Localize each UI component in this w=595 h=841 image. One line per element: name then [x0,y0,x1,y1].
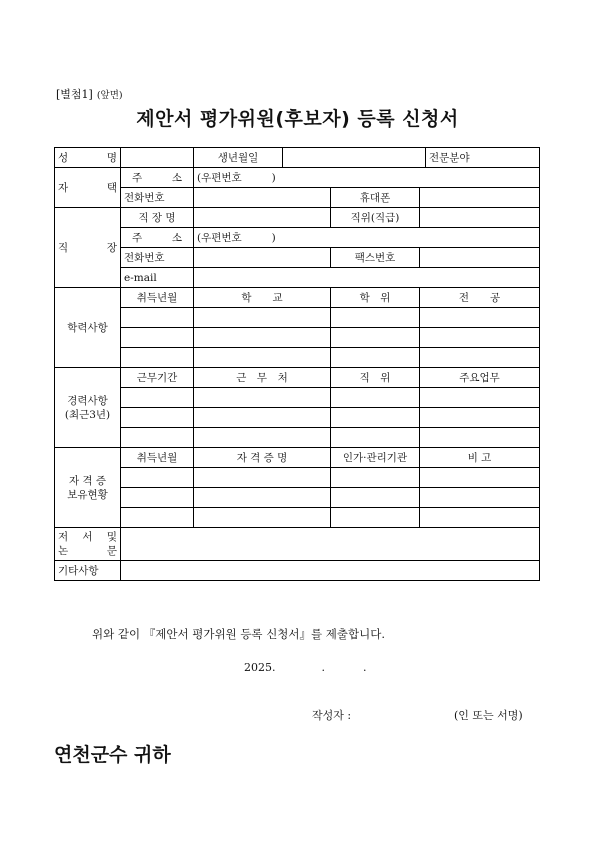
table-row [55,488,540,508]
form-title: 제안서 평가위원(후보자) 등록 신청서 [136,108,459,130]
attachment-label [56,86,123,102]
career-header-row [55,368,540,388]
submission-date [244,661,367,674]
email-label: e-mail [121,268,194,288]
other-label: 기타사항 [55,561,121,581]
home-address-label: 주 소 [121,168,194,188]
table-row [55,428,540,448]
date-dot-day: . [363,661,367,674]
name-label: 성 명 [55,148,121,168]
career-header-duties: 주요업무 [420,368,540,388]
workplace-value[interactable] [194,208,331,228]
birth-value[interactable] [283,148,426,168]
career-label: 경력사항 (최근3년) [55,368,121,448]
registration-form-table [54,147,540,581]
field-label: 전문분야 [429,151,470,164]
license-label: 자 격 증 보유현황 [55,448,121,528]
home-address-value[interactable] [194,168,540,188]
addressee: 연천군수 귀하 [54,744,171,766]
publications-row [55,528,540,561]
table-row [55,408,540,428]
name-value[interactable] [121,148,194,168]
front-side-label: (앞면) [96,90,123,101]
work-label: 직 장 [55,208,121,288]
work-phone-label: 전화번호 [121,248,194,268]
workplace-label: 직 장 명 [121,208,194,228]
license-header-date: 취득년월 [121,448,194,468]
work-phone-row [55,248,540,268]
license-header-name: 자 격 증 명 [194,448,331,468]
license-header-note: 비 고 [420,448,540,468]
table-row [55,388,540,408]
table-row [55,328,540,348]
work-address-value[interactable] [194,228,540,248]
education-header-date: 취득년월 [121,288,194,308]
mobile-label: 휴대폰 [331,188,420,208]
career-header-workplace: 근 무 처 [194,368,331,388]
mobile-value[interactable] [420,188,540,208]
education-header-row [55,288,540,308]
education-header-school: 학 교 [194,288,331,308]
other-value[interactable] [121,561,540,581]
sign-note: (인 또는 서명) [454,709,523,722]
date-dot-month: . [321,661,325,674]
home-label: 자 택 [55,168,121,208]
author-label: 작성자 : [312,709,352,722]
work-postal-prefix: (우편번호 [197,231,242,244]
education-header-major: 전 공 [420,288,540,308]
fax-label: 팩스번호 [331,248,420,268]
other-row [55,561,540,581]
work-phone-value[interactable] [194,248,331,268]
email-value[interactable] [194,268,540,288]
date-year: 2025. [244,661,276,674]
table-row [55,468,540,488]
home-postal-prefix: (우편번호 [197,171,242,184]
declaration-text: 위와 같이 『제안서 평가위원 등록 신청서』를 제출합니다. [92,627,385,641]
position-label: 직위(직급) [331,208,420,228]
attachment-number: [별첨1] [56,88,93,101]
home-postal-suffix: ) [271,171,276,184]
workplace-row [55,208,540,228]
education-label: 학력사항 [55,288,121,368]
table-row [55,308,540,328]
career-header-position: 직 위 [331,368,420,388]
table-row [55,348,540,368]
home-phone-label: 전화번호 [121,188,194,208]
home-phone-value[interactable] [194,188,331,208]
work-postal-suffix: ) [271,231,276,244]
fax-value[interactable] [420,248,540,268]
license-header-row [55,448,540,468]
field-cell[interactable] [426,148,540,168]
publications-value[interactable] [121,528,540,561]
career-header-period: 근무기간 [121,368,194,388]
home-address-row [55,168,540,188]
license-header-authority: 인가·관리기관 [331,448,420,468]
table-row [55,508,540,528]
email-row [55,268,540,288]
education-header-degree: 학 위 [331,288,420,308]
home-phone-row [55,188,540,208]
work-address-row [55,228,540,248]
birth-label: 생년월일 [194,148,283,168]
name-row [55,148,540,168]
position-value[interactable] [420,208,540,228]
work-address-label: 주 소 [121,228,194,248]
publications-label: 저 서 및 논 문 [55,528,121,561]
